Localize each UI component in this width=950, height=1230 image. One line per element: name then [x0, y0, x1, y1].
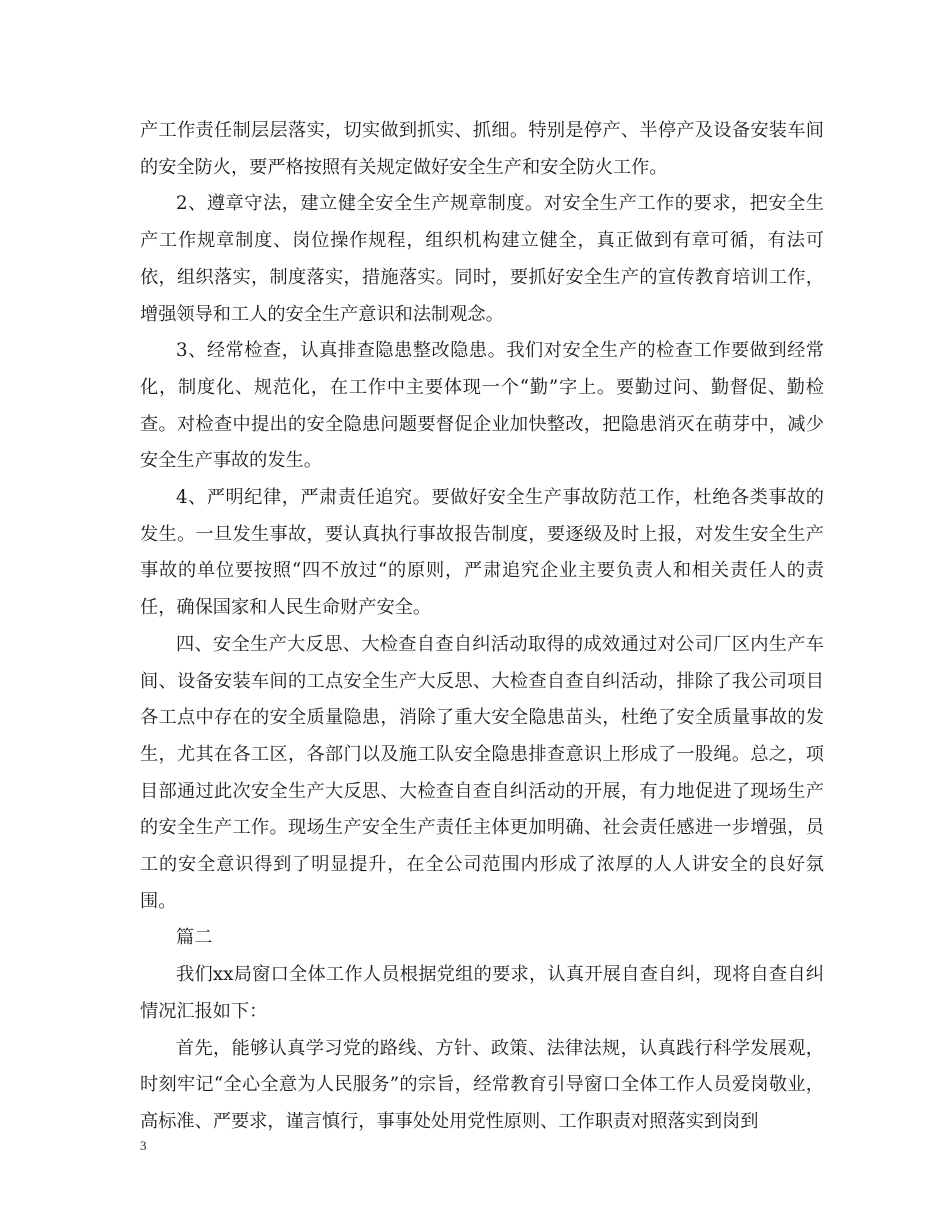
paragraph-item-3: 3、经常检查，认真排查隐患整改隐患。我们对安全生产的检查工作要做到经常化，制度化、规范化，在工作中主要体现一个“勤”字上。要勤过问、勤督促、勤检查。对检查中提出的安全隐患问题要督促企业加快整改，把隐患消灭在萌芽中，减少安全生产事故的发生。 [140, 340, 824, 472]
paragraph-intro: 我们xx局窗口全体工作人员根据党组的要求，认真开展自查自纠，现将自查自纠情况汇报如下： [140, 964, 824, 1022]
paragraph-first: 首先，能够认真学习党的路线、方针、政策、法律法规，认真践行科学发展观，时刻牢记“全心全意为人民服务”的宗旨，经常教育引导窗口全体工作人员爱岗敬业，高标准、严要求，谨言慎行，事事处处用党性原则、工作职责对照落实到岗到 [140, 1037, 824, 1132]
document-body [140, 113, 824, 1141]
paragraph-item-4: 4、严明纪律，严肃责任追究。要做好安全生产事故防范工作，杜绝各类事故的发生。一旦发生事故，要认真执行事故报告制度，要逐级及时上报，对发生安全生产事故的单位要按照“四不放过“的原则，严肃追究企业主要负责人和相关责任人的责任，确保国家和人民生命财产安全。 [140, 487, 824, 619]
paragraph-continuation: 产工作责任制层层落实，切实做到抓实、抓细。特别是停产、半停产及设备安装车间的安全防火，要严格按照有关规定做好安全生产和安全防火工作。 [140, 120, 824, 178]
paragraph-item-2: 2、遵章守法，建立健全安全生产规章制度。对安全生产工作的要求，把安全生产工作规章制度、岗位操作规程，组织机构建立健全，真正做到有章可循，有法可依，组织落实，制度落实，措施落实。同时，要抓好安全生产的宣传教育培训工作，增强领导和工人的安全生产意识和法制观念。 [140, 193, 824, 325]
page-number: 3 [140, 1138, 147, 1153]
section-heading-part-2: 篇二 [176, 927, 213, 949]
paragraph-section-4: 四、安全生产大反思、大检查自查自纠活动取得的成效通过对公司厂区内生产车间、设备安装车间的工点安全生产大反思、大检查自查自纠活动，排除了我公司项目各工点中存在的安全质量隐患，消除了重大安全隐患苗头，杜绝了安全质量事故的发生，尤其在各工区，各部门以及施工队安全隐患排查意识上形成了一股绳。总之，项目部通过此次安全生产大反思、大检查自查自纠活动的开展，有力地促进了现场生产的安全生产工作。现场生产安全生产责任主体更加明确、社会责任感进一步增强，员工的安全意识得到了明显提升，在全公司范围内形成了浓厚的人人讲安全的良好氛围。 [140, 633, 824, 912]
